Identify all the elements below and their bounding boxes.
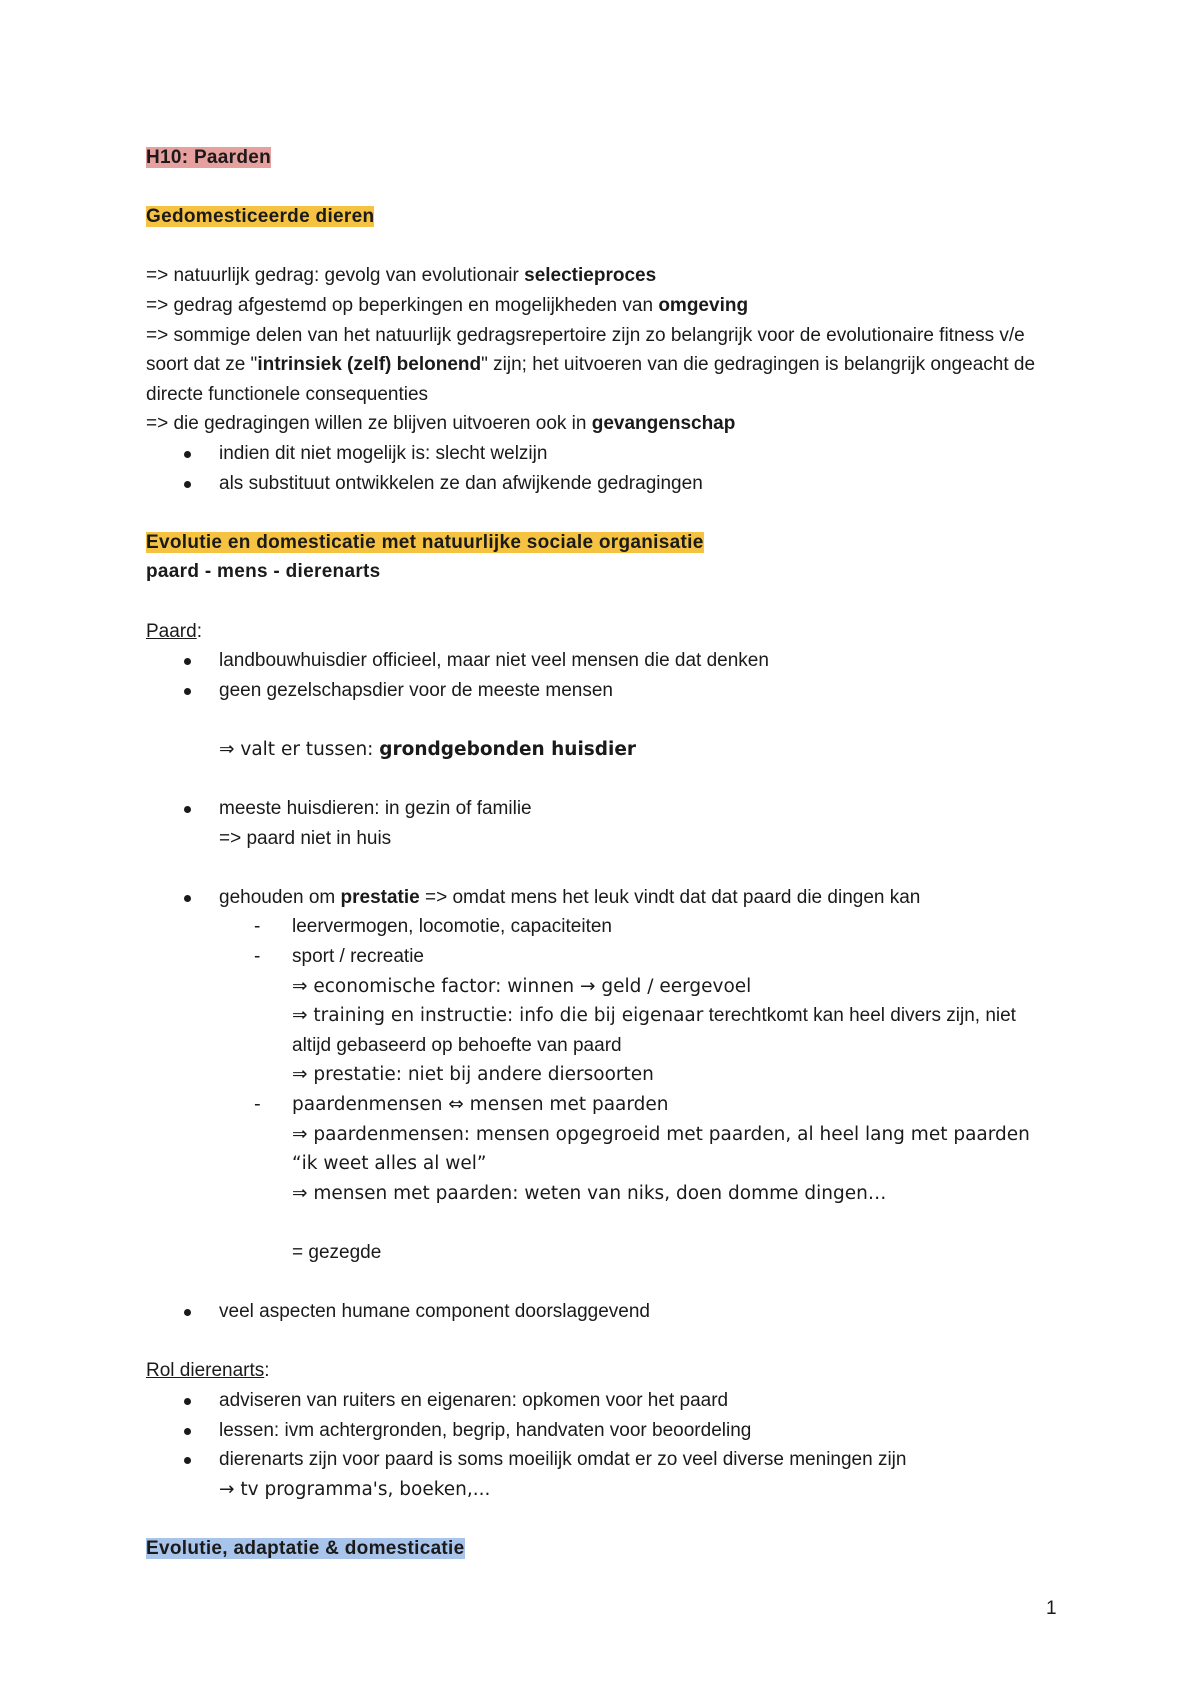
subheading: paard - mens - dierenarts xyxy=(146,561,381,583)
list-item: gehouden om prestatie => omdat mens het leuk vindt dat dat paard die dingen kan xyxy=(146,883,1056,913)
page-title: H10: Paarden xyxy=(146,147,272,168)
paragraph-line: => die gedragingen willen ze blijven uitvoeren ook in gevangenschap xyxy=(146,413,736,435)
paragraph-line: => sommige delen van het natuurlijk gedragsrepertoire zijn zo belangrijk voor de evolutionaire fitness v/e soort dat ze "intrinsiek (zelf) belonend" zijn; het uitvoeren van die gedragingen is belangrijk ongeacht de directe functionele consequenties xyxy=(146,324,1036,405)
paragraph-line: ⇒ prestatie: niet bij andere diersoorten xyxy=(292,1064,654,1086)
paragraph-line: → tv programma's, boeken,... xyxy=(219,1478,491,1500)
paragraph-line: ⇒ mensen met paarden: weten van niks, doen domme dingen… xyxy=(292,1182,887,1204)
paragraph-line: => natuurlijk gedrag: gevolg van evolutionair selectieproces xyxy=(146,265,657,287)
label-paard: Paard xyxy=(146,620,197,642)
paragraph-line: => gedrag afgestemd op beperkingen en mogelijkheden van omgeving xyxy=(146,294,749,316)
paragraph-line: ⇒ paardenmensen: mensen opgegroeid met paarden, al heel lang met paarden “ik weet alles al wel” xyxy=(292,1123,1030,1175)
page-number: 1 xyxy=(1046,1598,1057,1619)
dash-item: - sport / recreatie xyxy=(146,942,1056,972)
paragraph-line: ⇒ economische factor: winnen → geld / eergevoel xyxy=(292,975,752,997)
list-item: veel aspecten humane component doorslaggevend xyxy=(146,1297,1056,1327)
list-item: adviseren van ruiters en eigenaren: opkomen voor het paard xyxy=(146,1386,1056,1416)
paragraph-line: = gezegde xyxy=(292,1241,382,1263)
dash-item: - paardenmensen ⇔ mensen met paarden xyxy=(146,1090,1056,1120)
list-item: dierenarts zijn voor paard is soms moeilijk omdat er zo veel diverse meningen zijn xyxy=(146,1445,1056,1475)
document-page: H10: Paarden Gedomesticeerde dieren => natuurlijk gedrag: gevolg van evolutionair selectieproces => gedrag afgestemd op beperkingen en mogelijkheden van omgeving => sommige delen van het natuurlijk gedragsrepertoire zijn zo belangrijk voor de evolutionaire fitness v/e soort dat ze "intrinsiek (zelf) belonend" zijn; het uitvoeren van die gedragingen is belangrijk ongeacht de directe functionele consequenties => die gedragingen willen ze blijven uitvoeren ook in gevangenschap indien dit niet mogelijk is: slecht welzijn als substituut ontwikkelen ze dan afwijkende gedragingen Evolutie en domesticatie met natuurlijke sociale organisatie paard - mens - dierenarts Paard: landbouwhuisdier officieel, maar niet veel mensen die dat denken geen gezelschapsdier voor de meeste mensen ⇒ valt er tussen: grondgebonden huisdier meeste huisdieren: in gezin of familie => paard niet in huis gehouden om prestatie => omdat mens het leuk vindt dat dat paard die dingen kan - leervermogen, locomotie, capaciteiten - sport / recreatie ⇒ economische factor: winnen → geld / eergevoel ⇒ training en instructie: info die bij eigenaar terechtkomt kan heel divers zijn, niet altijd gebaseerd op behoefte van paard ⇒ prestatie: niet bij andere diersoorten - paardenmensen ⇔ mensen met paarden ⇒ paardenmensen: mensen opgegroeid met paarden, al heel lang met paarden “ik weet alles al wel” ⇒ mensen met paarden: weten van niks, doen domme dingen… = gezegde veel aspecten humane component doorslaggevend Rol dierenarts: adviseren van ruiters en eigenaren: opkomen voor het paard lessen: ivm achtergronden, begrip, handvaten voor beoordeling dierenarts zijn voor paard is soms moeilijk omdat er zo veel diverse meningen zijn → tv programma's, boeken,... Evolutie, adaptatie & domesticatie xyxy=(146,143,1056,1564)
paragraph-line: ⇒ valt er tussen: grondgebonden huisdier xyxy=(219,738,637,760)
list-item: lessen: ivm achtergronden, begrip, handvaten voor beoordeling xyxy=(146,1416,1056,1446)
section-heading-adaptation: Evolutie, adaptatie & domesticatie xyxy=(146,1537,465,1559)
paragraph-line: ⇒ training en instructie: info die bij eigenaar terechtkomt kan heel divers zijn, niet altijd gebaseerd op behoefte van paard xyxy=(292,1005,1016,1056)
list-item: indien dit niet mogelijk is: slecht welzijn xyxy=(146,439,1056,469)
list-item: landbouwhuisdier officieel, maar niet veel mensen die dat denken xyxy=(146,646,1056,676)
section-heading-domesticated: Gedomesticeerde dieren xyxy=(146,206,375,228)
list-item: als substituut ontwikkelen ze dan afwijkende gedragingen xyxy=(146,469,1056,499)
paragraph-line: => paard niet in huis xyxy=(219,827,392,849)
section-heading-evolution: Evolutie en domesticatie met natuurlijke sociale organisatie xyxy=(146,531,704,553)
label-rol-dierenarts: Rol dierenarts xyxy=(146,1360,265,1382)
dash-item: - leervermogen, locomotie, capaciteiten xyxy=(146,912,1056,942)
list-item: meeste huisdieren: in gezin of familie xyxy=(146,794,1056,824)
list-item: geen gezelschapsdier voor de meeste mensen xyxy=(146,676,1056,706)
